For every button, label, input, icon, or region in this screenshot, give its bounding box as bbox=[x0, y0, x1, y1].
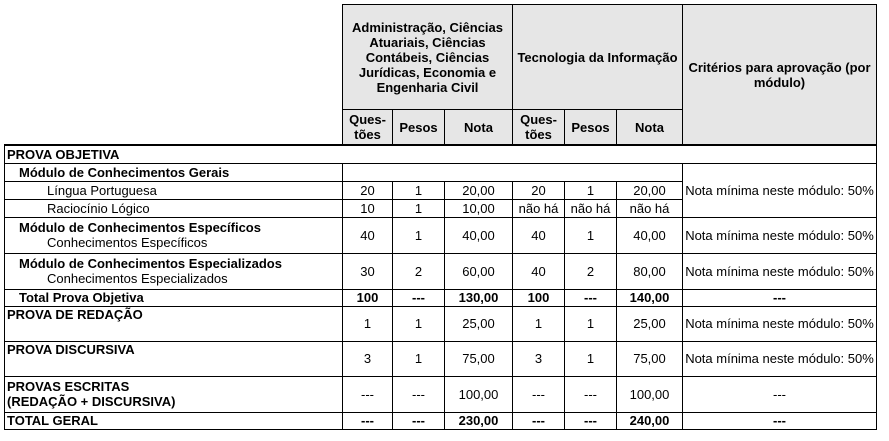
raciocinio-q2: não há bbox=[513, 199, 565, 217]
discursiva-q1: 3 bbox=[343, 341, 393, 376]
lingua-n1: 20,00 bbox=[445, 181, 513, 199]
escritas-n1: 100,00 bbox=[445, 376, 513, 412]
escritas-n2: 100,00 bbox=[617, 376, 683, 412]
total-geral-q1: --- bbox=[343, 412, 393, 429]
blank-corner bbox=[5, 5, 343, 146]
questoes-header-1: Ques-tões bbox=[343, 110, 393, 146]
total-geral-criteria: --- bbox=[683, 412, 877, 429]
discursiva-criteria: Nota mínima neste módulo: 50% bbox=[683, 341, 877, 376]
mod-especializados-sub: Conhecimentos Especializados bbox=[47, 271, 228, 286]
total-geral-p2: --- bbox=[565, 412, 617, 429]
discursiva-n1: 75,00 bbox=[445, 341, 513, 376]
raciocinio-label: Raciocínio Lógico bbox=[5, 199, 343, 217]
total-objetiva-q1: 100 bbox=[343, 289, 393, 306]
escritas-criteria: --- bbox=[683, 376, 877, 412]
redacao-label: PROVA DE REDAÇÃO bbox=[5, 306, 343, 341]
discursiva-p1: 1 bbox=[393, 341, 445, 376]
redacao-criteria: Nota mínima neste módulo: 50% bbox=[683, 306, 877, 341]
mod-especificos-sub: Conhecimentos Específicos bbox=[47, 235, 208, 250]
especificos-n1: 40,00 bbox=[445, 217, 513, 253]
mod-especializados-label bbox=[5, 253, 343, 289]
redacao-q1: 1 bbox=[343, 306, 393, 341]
total-geral-n2: 240,00 bbox=[617, 412, 683, 429]
total-geral-q2: --- bbox=[513, 412, 565, 429]
especificos-n2: 40,00 bbox=[617, 217, 683, 253]
mod-gerais-criteria: Nota mínima neste módulo: 50% bbox=[683, 163, 877, 217]
especializados-n2: 80,00 bbox=[617, 253, 683, 289]
especializados-q1: 30 bbox=[343, 253, 393, 289]
total-objetiva-label: Total Prova Objetiva bbox=[5, 289, 343, 306]
escritas-p2: --- bbox=[565, 376, 617, 412]
especificos-p1: 1 bbox=[393, 217, 445, 253]
redacao-q2: 1 bbox=[513, 306, 565, 341]
total-geral-label: TOTAL GERAL bbox=[5, 412, 343, 429]
raciocinio-p2: não há bbox=[565, 199, 617, 217]
criteria-header: Critérios para aprovação (por módulo) bbox=[683, 5, 877, 146]
mod-especializados-title: Módulo de Conhecimentos Especializados bbox=[19, 256, 282, 271]
discursiva-p2: 1 bbox=[565, 341, 617, 376]
discursiva-label: PROVA DISCURSIVA bbox=[5, 341, 343, 376]
escritas-p1: --- bbox=[393, 376, 445, 412]
discursiva-n2: 75,00 bbox=[617, 341, 683, 376]
nota-header-2: Nota bbox=[617, 110, 683, 146]
escritas-q1: --- bbox=[343, 376, 393, 412]
raciocinio-n2: não há bbox=[617, 199, 683, 217]
pesos-header-1: Pesos bbox=[393, 110, 445, 146]
redacao-n1: 25,00 bbox=[445, 306, 513, 341]
total-objetiva-n2: 140,00 bbox=[617, 289, 683, 306]
total-objetiva-criteria: --- bbox=[683, 289, 877, 306]
especificos-q2: 40 bbox=[513, 217, 565, 253]
especificos-q1: 40 bbox=[343, 217, 393, 253]
group1-header: Administração, Ciências Atuariais, Ciências Contábeis, Ciências Jurídicas, Economia e Engenharia Civil bbox=[343, 5, 513, 110]
redacao-p2: 1 bbox=[565, 306, 617, 341]
discursiva-q2: 3 bbox=[513, 341, 565, 376]
especializados-p1: 2 bbox=[393, 253, 445, 289]
questoes-header-2: Ques-tões bbox=[513, 110, 565, 146]
especializados-q2: 40 bbox=[513, 253, 565, 289]
escritas-label-line2: (REDAÇÃO + DISCURSIVA) bbox=[7, 394, 176, 409]
escritas-label-line1: PROVAS ESCRITAS bbox=[7, 379, 130, 394]
total-geral-n1: 230,00 bbox=[445, 412, 513, 429]
lingua-q2: 20 bbox=[513, 181, 565, 199]
group2-header: Tecnologia da Informação bbox=[513, 5, 683, 110]
escritas-label bbox=[5, 376, 343, 412]
redacao-n2: 25,00 bbox=[617, 306, 683, 341]
total-geral-p1: --- bbox=[393, 412, 445, 429]
mod-gerais-title: Módulo de Conhecimentos Gerais bbox=[5, 163, 343, 181]
lingua-n2: 20,00 bbox=[617, 181, 683, 199]
mod-especificos-title: Módulo de Conhecimentos Específicos bbox=[19, 220, 261, 235]
lingua-p1: 1 bbox=[393, 181, 445, 199]
total-objetiva-n1: 130,00 bbox=[445, 289, 513, 306]
redacao-p1: 1 bbox=[393, 306, 445, 341]
pesos-header-2: Pesos bbox=[565, 110, 617, 146]
raciocinio-n1: 10,00 bbox=[445, 199, 513, 217]
raciocinio-q1: 10 bbox=[343, 199, 393, 217]
mod-especificos-label bbox=[5, 217, 343, 253]
total-objetiva-q2: 100 bbox=[513, 289, 565, 306]
especializados-criteria: Nota mínima neste módulo: 50% bbox=[683, 253, 877, 289]
raciocinio-p1: 1 bbox=[393, 199, 445, 217]
lingua-p2: 1 bbox=[565, 181, 617, 199]
escritas-q2: --- bbox=[513, 376, 565, 412]
lingua-q1: 20 bbox=[343, 181, 393, 199]
especializados-p2: 2 bbox=[565, 253, 617, 289]
total-objetiva-p1: --- bbox=[393, 289, 445, 306]
mod-gerais-empty bbox=[343, 163, 683, 181]
lingua-label: Língua Portuguesa bbox=[5, 181, 343, 199]
nota-header-1: Nota bbox=[445, 110, 513, 146]
especificos-criteria: Nota mínima neste módulo: 50% bbox=[683, 217, 877, 253]
especializados-n1: 60,00 bbox=[445, 253, 513, 289]
prova-objetiva-title: PROVA OBJETIVA bbox=[5, 145, 877, 163]
especificos-p2: 1 bbox=[565, 217, 617, 253]
scoring-table bbox=[4, 4, 877, 430]
total-objetiva-p2: --- bbox=[565, 289, 617, 306]
